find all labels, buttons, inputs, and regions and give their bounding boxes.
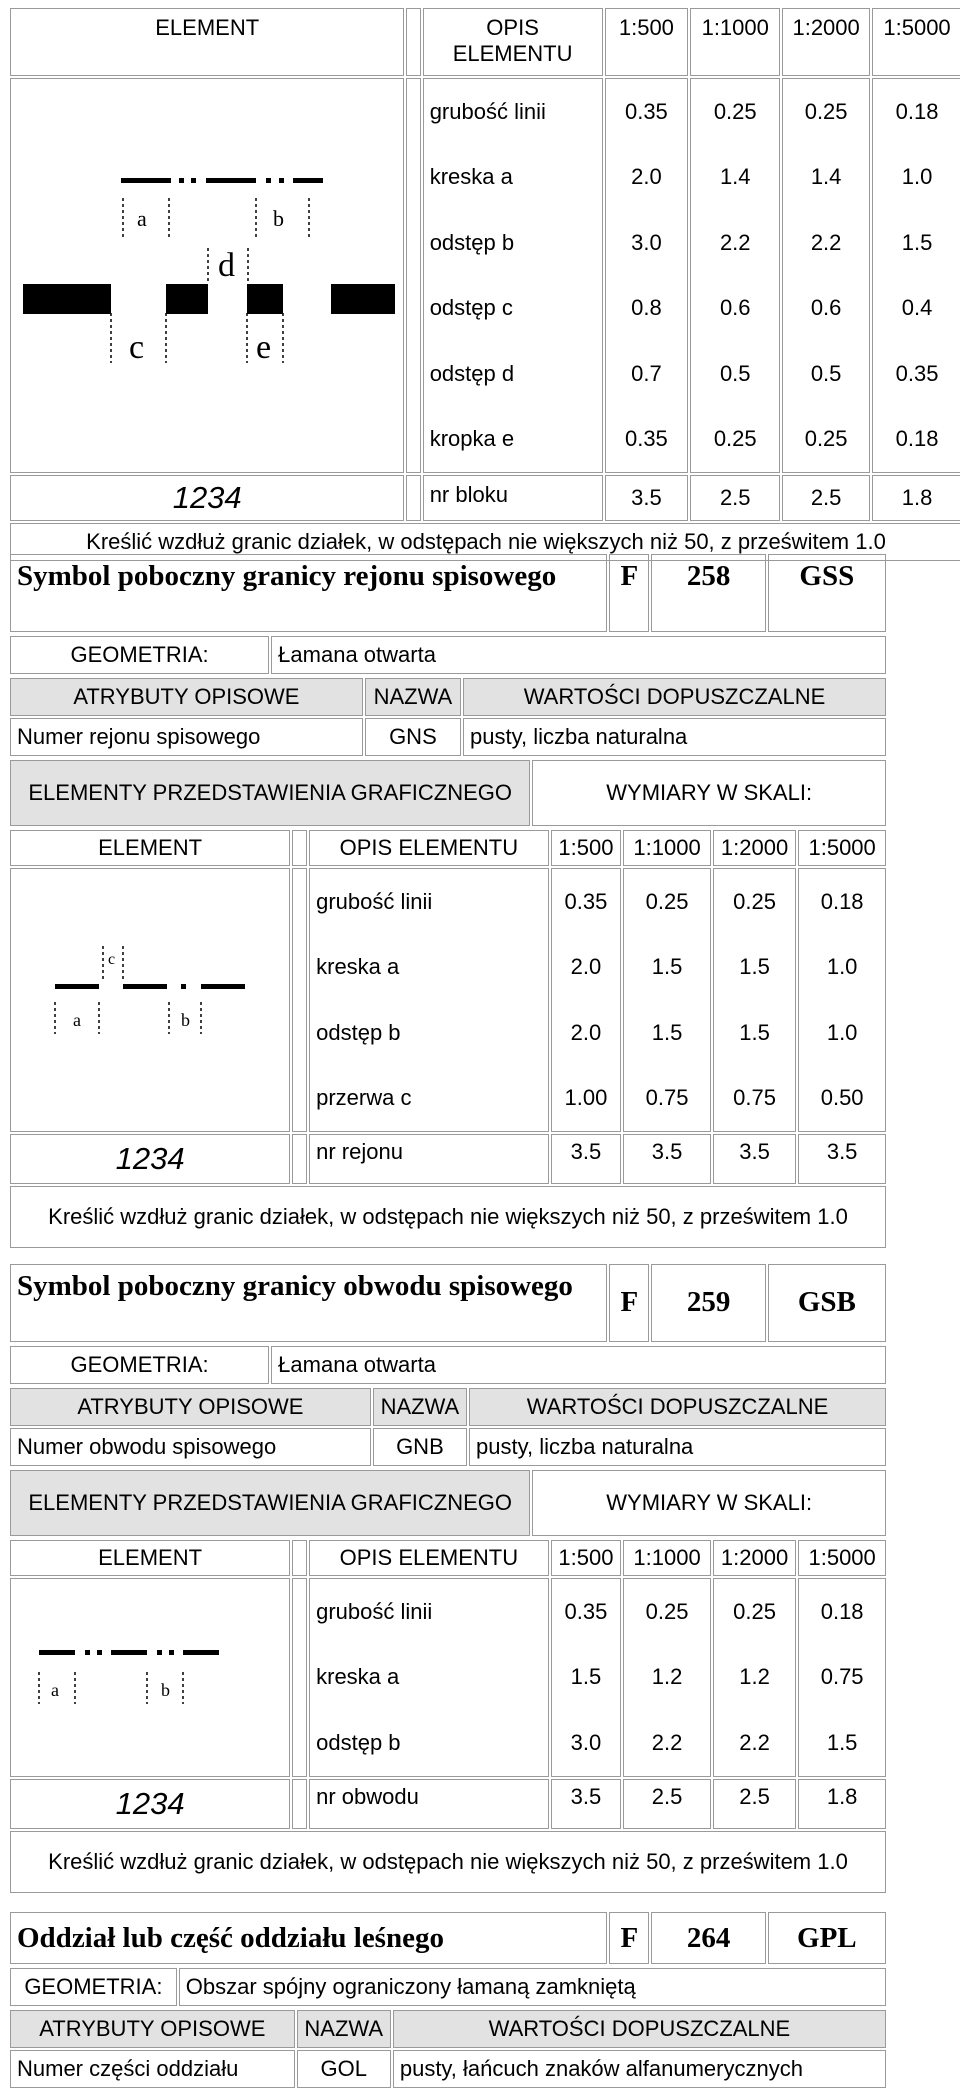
drawing-note: Kreślić wzdłuż granic działek, w odstępach nie większych niż 50, z prześwitem 1.0 xyxy=(10,1186,886,1248)
value: 0.35 xyxy=(564,1598,608,1624)
values-header: WARTOŚCI DOPUSZCZALNE xyxy=(393,2010,886,2048)
row-desc: kreska a xyxy=(316,1664,400,1690)
symbol-preview-cell xyxy=(10,78,404,473)
block3-card xyxy=(8,1262,888,1895)
header-scale-5000: 1:5000 xyxy=(798,830,886,866)
object-title: Symbol poboczny granicy rejonu spisowego xyxy=(10,554,607,632)
value: 0.35 xyxy=(624,98,668,124)
value: 2.5 xyxy=(782,475,870,521)
row-desc: kropka e xyxy=(429,426,515,452)
drawing-note: Kreślić wzdłuż granic działek, w odstępach nie większych niż 50, z prześwitem 1.0 xyxy=(10,1831,886,1893)
value: 0.18 xyxy=(820,1598,864,1624)
name-header: NAZWA xyxy=(373,1388,467,1426)
attr-name: Numer części oddziału xyxy=(10,2050,295,2088)
value: 0.25 xyxy=(733,888,776,914)
geometry-label: GEOMETRIA: xyxy=(10,1346,269,1384)
value: 0.25 xyxy=(713,98,757,124)
block-boundary-line-symbol xyxy=(11,88,395,464)
header-description: OPIS ELEMENTU xyxy=(309,1540,549,1576)
attr-header: ATRYBUTY OPISOWE xyxy=(10,678,363,716)
value: 0.18 xyxy=(820,888,864,914)
value: 1.8 xyxy=(798,1779,886,1829)
scale-500-values xyxy=(551,1578,622,1777)
scale-5000-values xyxy=(798,1578,886,1777)
symbol-preview-cell xyxy=(10,868,290,1132)
block4-title-table xyxy=(8,1910,888,1966)
object-type: F xyxy=(609,1264,649,1342)
scale-2000-values xyxy=(713,868,796,1132)
header-scale-1000: 1:1000 xyxy=(690,8,780,76)
scale-header: WYMIARY W SKALI: xyxy=(532,1470,886,1536)
value: 0.75 xyxy=(733,1085,776,1111)
spacer-cell xyxy=(292,1540,307,1576)
value: 2.2 xyxy=(810,229,842,255)
symbol-preview-cell xyxy=(10,1578,290,1777)
value: 0.18 xyxy=(895,426,939,452)
value: 2.2 xyxy=(651,1729,683,1755)
element-descriptions xyxy=(423,78,603,473)
values-header: WARTOŚCI DOPUSZCZALNE xyxy=(469,1388,886,1426)
district-boundary-line-symbol xyxy=(11,1580,271,1774)
symbol-label-e: e xyxy=(256,328,272,366)
graphic-header: ELEMENTY PRZEDSTAWIENIA GRAFICZNEGO xyxy=(10,760,530,826)
block3-title-table xyxy=(8,1262,888,1344)
label-sample: 1234 xyxy=(10,475,404,521)
values-header: WARTOŚCI DOPUSZCZALNE xyxy=(463,678,886,716)
symbol-label-c: c xyxy=(108,951,116,968)
symbol-label-a: a xyxy=(137,205,147,231)
value: 0.6 xyxy=(810,295,842,321)
value: 0.5 xyxy=(810,360,842,386)
scale-1000-values xyxy=(690,78,780,473)
value: 1.8 xyxy=(872,475,960,521)
value: 0.25 xyxy=(733,1598,776,1624)
attr-code: GNB xyxy=(373,1428,467,1466)
symbol-label-a: a xyxy=(73,1010,81,1030)
block2-elements-table xyxy=(8,828,888,1250)
value: 0.25 xyxy=(645,1598,689,1624)
object-title: Symbol poboczny granicy obwodu spisowego xyxy=(10,1264,607,1342)
label-row-desc: nr bloku xyxy=(423,475,603,521)
object-abbr: GSS xyxy=(768,554,886,632)
block4-card xyxy=(8,1910,888,2090)
spacer-cell xyxy=(292,868,307,1132)
row-desc: odstęp b xyxy=(316,1019,401,1045)
scale-5000-values xyxy=(872,78,960,473)
block3-attributes-table xyxy=(8,1386,888,1468)
header-scale-1000: 1:1000 xyxy=(623,1540,711,1576)
label-sample: 1234 xyxy=(10,1134,290,1184)
block2-attributes-table xyxy=(8,676,888,758)
header-scale-500: 1:500 xyxy=(605,8,689,76)
header-description: OPIS ELEMENTU xyxy=(309,830,549,866)
geometry-value: Obszar spójny ograniczony łamaną zamkniętą xyxy=(179,1968,886,2006)
spacer-cell xyxy=(406,78,420,473)
block1-table xyxy=(8,6,960,563)
block2-card xyxy=(8,552,888,1250)
header-element: ELEMENT xyxy=(10,1540,290,1576)
object-abbr: GSB xyxy=(768,1264,886,1342)
block2-graphic-header xyxy=(8,758,888,828)
value: 1.2 xyxy=(739,1664,770,1690)
header-scale-2000: 1:2000 xyxy=(713,1540,796,1576)
attr-code: GOL xyxy=(297,2050,391,2088)
scale-1000-values xyxy=(623,1578,711,1777)
value: 1.5 xyxy=(739,1019,770,1045)
geometry-value: Łamana otwarta xyxy=(271,636,886,674)
geometry-value: Łamana otwarta xyxy=(271,1346,886,1384)
value: 0.7 xyxy=(631,360,662,386)
object-code: 264 xyxy=(651,1912,765,1964)
value: 0.35 xyxy=(564,888,608,914)
value: 1.5 xyxy=(739,954,770,980)
header-scale-500: 1:500 xyxy=(551,1540,622,1576)
row-desc: odstęp b xyxy=(429,229,515,255)
value: 1.0 xyxy=(901,164,933,190)
row-desc: kreska a xyxy=(316,954,400,980)
attr-name: Numer rejonu spisowego xyxy=(10,718,363,756)
symbol-label-c: c xyxy=(129,328,145,366)
value: 2.0 xyxy=(570,1019,602,1045)
object-abbr: GPL xyxy=(768,1912,886,1964)
object-code: 258 xyxy=(651,554,765,632)
block2-title-table xyxy=(8,552,888,634)
value: 1.0 xyxy=(826,954,858,980)
geometry-label: GEOMETRIA: xyxy=(10,636,269,674)
block4-geometry-table xyxy=(8,1966,888,2008)
label-row-desc: nr rejonu xyxy=(309,1134,549,1184)
geometry-label: GEOMETRIA: xyxy=(10,1968,177,2006)
spacer-cell xyxy=(406,475,420,521)
value: 0.35 xyxy=(895,360,939,386)
value: 1.00 xyxy=(564,1085,608,1111)
value: 0.35 xyxy=(624,426,668,452)
block3-geometry-table xyxy=(8,1344,888,1386)
value: 2.2 xyxy=(739,1729,770,1755)
value: 2.5 xyxy=(713,1779,796,1829)
block3-elements-table xyxy=(8,1538,888,1895)
value: 0.25 xyxy=(804,426,848,452)
value: 3.5 xyxy=(798,1134,886,1184)
object-type: F xyxy=(609,554,649,632)
header-element: ELEMENT xyxy=(10,8,404,76)
value: 2.0 xyxy=(570,954,602,980)
attr-header: ATRYBUTY OPISOWE xyxy=(10,2010,295,2048)
attr-code: GNS xyxy=(365,718,461,756)
value: 0.75 xyxy=(820,1664,864,1690)
value: 3.5 xyxy=(551,1779,622,1829)
spacer-cell xyxy=(292,830,307,866)
block3-graphic-header xyxy=(8,1468,888,1538)
header-scale-2000: 1:2000 xyxy=(782,8,870,76)
value: 3.0 xyxy=(631,229,662,255)
value: 0.25 xyxy=(804,98,848,124)
header-scale-1000: 1:1000 xyxy=(623,830,711,866)
value: 2.5 xyxy=(690,475,780,521)
scale-1000-values xyxy=(623,868,711,1132)
symbol-label-b: b xyxy=(181,1010,190,1030)
scale-500-values xyxy=(551,868,622,1132)
scale-2000-values xyxy=(713,1578,796,1777)
row-desc: odstęp b xyxy=(316,1729,401,1755)
object-title: Oddział lub część oddziału leśnego xyxy=(10,1912,607,1964)
name-header: NAZWA xyxy=(365,678,461,716)
spacer-cell xyxy=(292,1134,307,1184)
value: 1.5 xyxy=(651,1019,683,1045)
value: 0.18 xyxy=(895,98,939,124)
row-desc: kreska a xyxy=(429,164,513,190)
object-type: F xyxy=(609,1912,649,1964)
value: 1.4 xyxy=(810,164,842,190)
attr-values: pusty, liczba naturalna xyxy=(469,1428,886,1466)
value: 3.5 xyxy=(713,1134,796,1184)
value: 3.5 xyxy=(605,475,689,521)
value: 0.50 xyxy=(820,1085,864,1111)
scale-2000-values xyxy=(782,78,870,473)
symbol-label-b: b xyxy=(161,1680,170,1701)
row-desc: odstęp d xyxy=(429,360,515,386)
header-element: ELEMENT xyxy=(10,830,290,866)
label-row-desc: nr obwodu xyxy=(309,1779,549,1829)
value: 3.5 xyxy=(551,1134,622,1184)
spacer-cell xyxy=(406,8,420,76)
symbol-label-b: b xyxy=(273,205,284,231)
row-desc: odstęp c xyxy=(429,295,513,321)
header-scale-5000: 1:5000 xyxy=(872,8,960,76)
header-scale-5000: 1:5000 xyxy=(798,1540,886,1576)
region-boundary-line-symbol xyxy=(11,884,271,1116)
element-descriptions xyxy=(309,868,549,1132)
drawing-note: Kreślić wzdłuż granic działek, w odstępach nie większych niż 50, z prześwitem 1.0 xyxy=(10,523,960,561)
label-sample: 1234 xyxy=(10,1779,290,1829)
spacer-cell xyxy=(292,1779,307,1829)
value: 1.5 xyxy=(651,954,683,980)
value: 3.0 xyxy=(570,1729,602,1755)
value: 0.25 xyxy=(645,888,689,914)
value: 0.4 xyxy=(901,295,933,321)
scale-500-values xyxy=(605,78,689,473)
value: 1.4 xyxy=(719,164,751,190)
value: 2.2 xyxy=(719,229,751,255)
element-descriptions xyxy=(309,1578,549,1777)
value: 1.5 xyxy=(826,1729,858,1755)
object-code: 259 xyxy=(651,1264,765,1342)
row-desc: grubość linii xyxy=(429,98,546,124)
row-desc: grubość linii xyxy=(316,888,433,914)
scale-5000-values xyxy=(798,868,886,1132)
value: 1.5 xyxy=(570,1664,602,1690)
scale-header: WYMIARY W SKALI: xyxy=(532,760,886,826)
row-desc: przerwa c xyxy=(316,1085,412,1111)
symbol-label-a: a xyxy=(51,1680,59,1701)
attr-name: Numer obwodu spisowego xyxy=(10,1428,371,1466)
value: 0.25 xyxy=(713,426,757,452)
spacer-cell xyxy=(292,1578,307,1777)
value: 1.5 xyxy=(901,229,933,255)
block2-geometry-table xyxy=(8,634,888,676)
row-desc: grubość linii xyxy=(316,1598,433,1624)
value: 0.5 xyxy=(719,360,751,386)
attr-values: pusty, łańcuch znaków alfanumerycznych xyxy=(393,2050,886,2088)
value: 1.2 xyxy=(651,1664,683,1690)
value: 3.5 xyxy=(623,1134,711,1184)
name-header: NAZWA xyxy=(297,2010,391,2048)
value: 0.75 xyxy=(645,1085,689,1111)
value: 0.6 xyxy=(719,295,751,321)
value: 1.0 xyxy=(826,1019,858,1045)
header-scale-2000: 1:2000 xyxy=(713,830,796,866)
symbol-label-d: d xyxy=(218,246,235,284)
header-description: OPIS ELEMENTU xyxy=(423,8,603,76)
block4-attributes-table xyxy=(8,2008,888,2090)
value: 2.0 xyxy=(631,164,662,190)
attr-header: ATRYBUTY OPISOWE xyxy=(10,1388,371,1426)
header-scale-500: 1:500 xyxy=(551,830,622,866)
value: 0.8 xyxy=(631,295,662,321)
attr-values: pusty, liczba naturalna xyxy=(463,718,886,756)
graphic-header: ELEMENTY PRZEDSTAWIENIA GRAFICZNEGO xyxy=(10,1470,530,1536)
value: 2.5 xyxy=(623,1779,711,1829)
